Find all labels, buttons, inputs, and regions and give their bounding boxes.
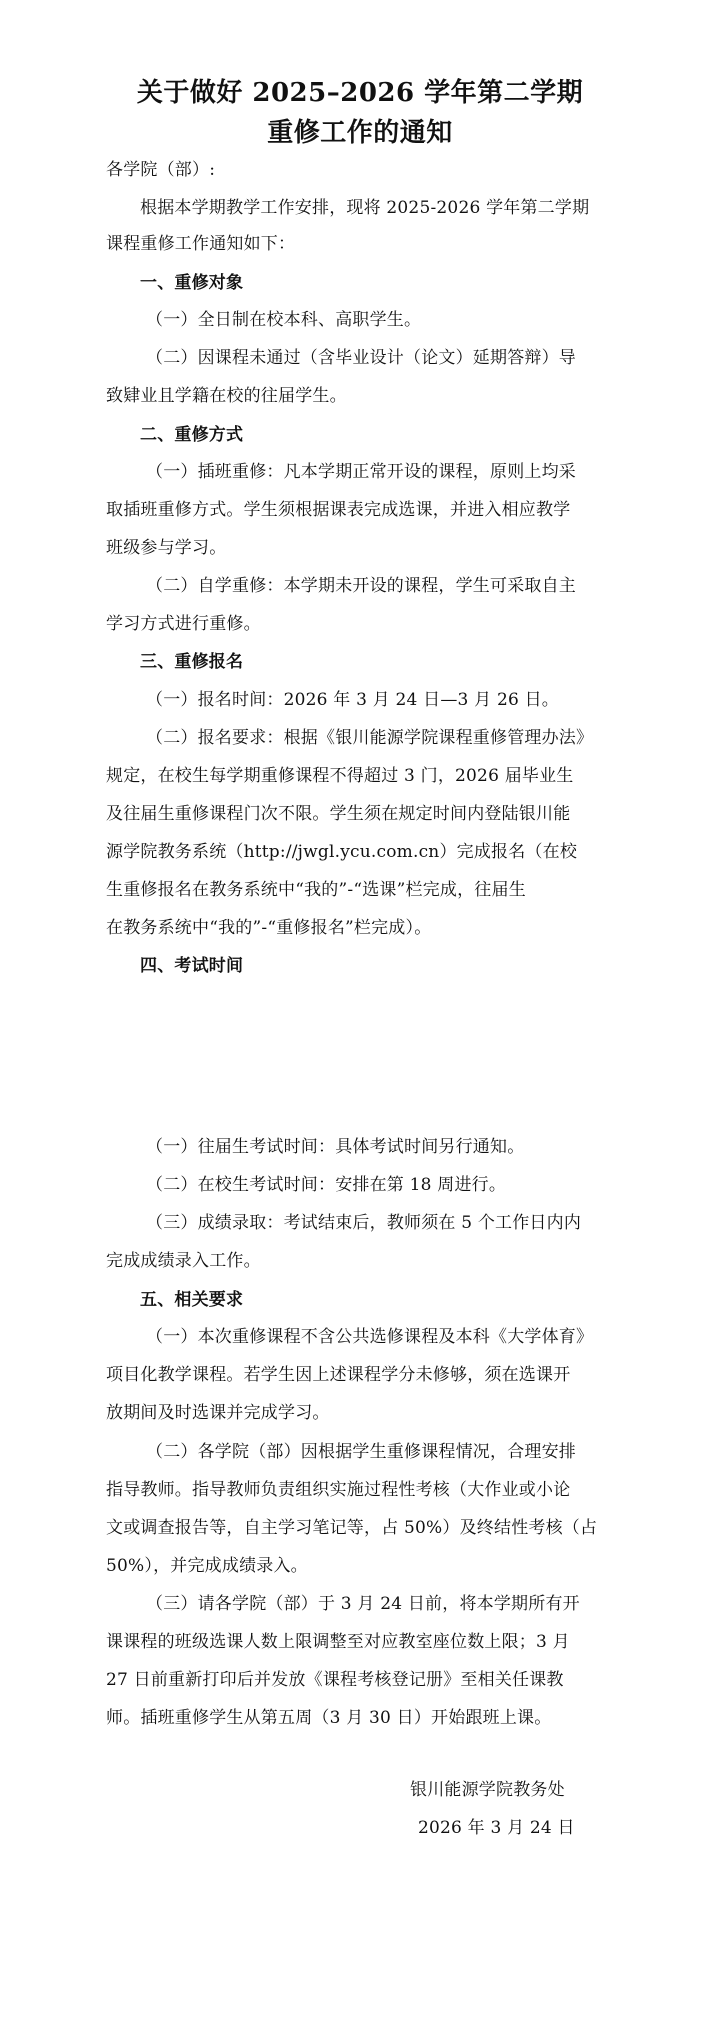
notice-title-line-1: 关于做好 2025–2026 学年第二学期 — [136, 78, 584, 108]
section-4-item-3-line-1: （三）成绩录取：考试结束后，教师须在 5 个工作日内内 — [146, 1213, 582, 1233]
section-2-item-1-line-2: 取插班重修方式。学生须根据课表完成选课，并进入相应教学 — [106, 500, 571, 520]
section-5-item-3-line-4: 师。插班重修学生从第五周（3 月 30 日）开始跟班上课。 — [106, 1708, 552, 1728]
section-2-item-1-line-1: （一）插班重修：凡本学期正常开设的课程，原则上均采 — [146, 462, 576, 482]
section-5-item-1-line-3: 放期间及时选课并完成学习。 — [106, 1403, 330, 1423]
section-1-item-1: （一）全日制在校本科、高职学生。 — [146, 310, 422, 330]
salutation: 各学院（部）: — [106, 160, 216, 180]
section-5-item-3-line-3: 27 日前重新打印后并发放《课程考核登记册》至相关任课教 — [106, 1670, 564, 1690]
section-5-item-3-line-2: 课课程的班级选课人数上限调整至对应教室座位数上限；3 月 — [106, 1632, 570, 1652]
section-5-item-2-line-4: 50%），并完成成绩录入。 — [106, 1556, 308, 1576]
section-4-item-3-line-2: 完成成绩录入工作。 — [106, 1251, 261, 1271]
signature-org: 银川能源学院教务处 — [410, 1780, 565, 1800]
section-5-item-2-line-2: 指导教师。指导教师负责组织实施过程性考核（大作业或小论 — [106, 1480, 571, 1500]
intro-line-2: 课程重修工作通知如下： — [106, 234, 296, 254]
notice-title-line-2: 重修工作的通知 — [267, 118, 453, 148]
section-4-item-1: （一）往届生考试时间：具体考试时间另行通知。 — [146, 1137, 525, 1157]
section-5-item-2-line-1: （二）各学院（部）因根据学生重修课程情况，合理安排 — [146, 1442, 576, 1462]
section-5-item-3-line-1: （三）请各学院（部）于 3 月 24 日前，将本学期所有开 — [146, 1594, 580, 1614]
section-1-heading: 一、重修对象 — [140, 273, 244, 293]
section-3-heading: 三、重修报名 — [140, 652, 244, 672]
section-3-item-2-line-2: 规定，在校生每学期重修课程不得超过 3 门，2026 届毕业生 — [106, 766, 574, 786]
section-3-item-1: （一）报名时间：2026 年 3 月 24 日—3 月 26 日。 — [146, 690, 559, 710]
section-2-item-1-line-3: 班级参与学习。 — [106, 538, 227, 558]
section-4-heading: 四、考试时间 — [140, 956, 244, 976]
section-5-heading: 五、相关要求 — [140, 1290, 244, 1310]
section-3-item-2-line-6: 在教务系统中“我的”-“重修报名”栏完成）。 — [106, 918, 432, 938]
section-4-item-2: （二）在校生考试时间：安排在第 18 周进行。 — [146, 1175, 507, 1195]
section-1-item-2-line-1: （二）因课程未通过（含毕业设计（论文）延期答辩）导 — [146, 348, 576, 368]
section-3-item-2-line-3: 及往届生重修课程门次不限。学生须在规定时间内登陆银川能 — [106, 804, 571, 824]
section-3-item-2-line-4: 源学院教务系统（http://jwgl.ycu.com.cn）完成报名（在校 — [106, 842, 578, 862]
intro-line-1: 根据本学期教学工作安排，现将 2025-2026 学年第二学期 — [140, 198, 590, 218]
section-5-item-2-line-3: 文或调查报告等，自主学习笔记等，占 50%）及终结性考核（占 — [106, 1518, 598, 1538]
section-2-item-2-line-1: （二）自学重修：本学期未开设的课程，学生可采取自主 — [146, 576, 576, 596]
section-5-item-1-line-2: 项目化教学课程。若学生因上述课程学分未修够，须在选课开 — [106, 1365, 571, 1385]
section-3-item-2-line-5: 生重修报名在教务系统中“我的”-“选课”栏完成，往届生 — [106, 880, 526, 900]
section-2-item-2-line-2: 学习方式进行重修。 — [106, 614, 261, 634]
section-3-item-2-line-1: （二）报名要求：根据《银川能源学院课程重修管理办法》 — [146, 728, 594, 748]
section-2-heading: 二、重修方式 — [140, 425, 244, 445]
signature-date: 2026 年 3 月 24 日 — [418, 1818, 575, 1838]
section-1-item-2-line-2: 致肄业且学籍在校的往届学生。 — [106, 386, 347, 406]
section-5-item-1-line-1: （一）本次重修课程不含公共选修课程及本科《大学体育》 — [146, 1327, 594, 1347]
